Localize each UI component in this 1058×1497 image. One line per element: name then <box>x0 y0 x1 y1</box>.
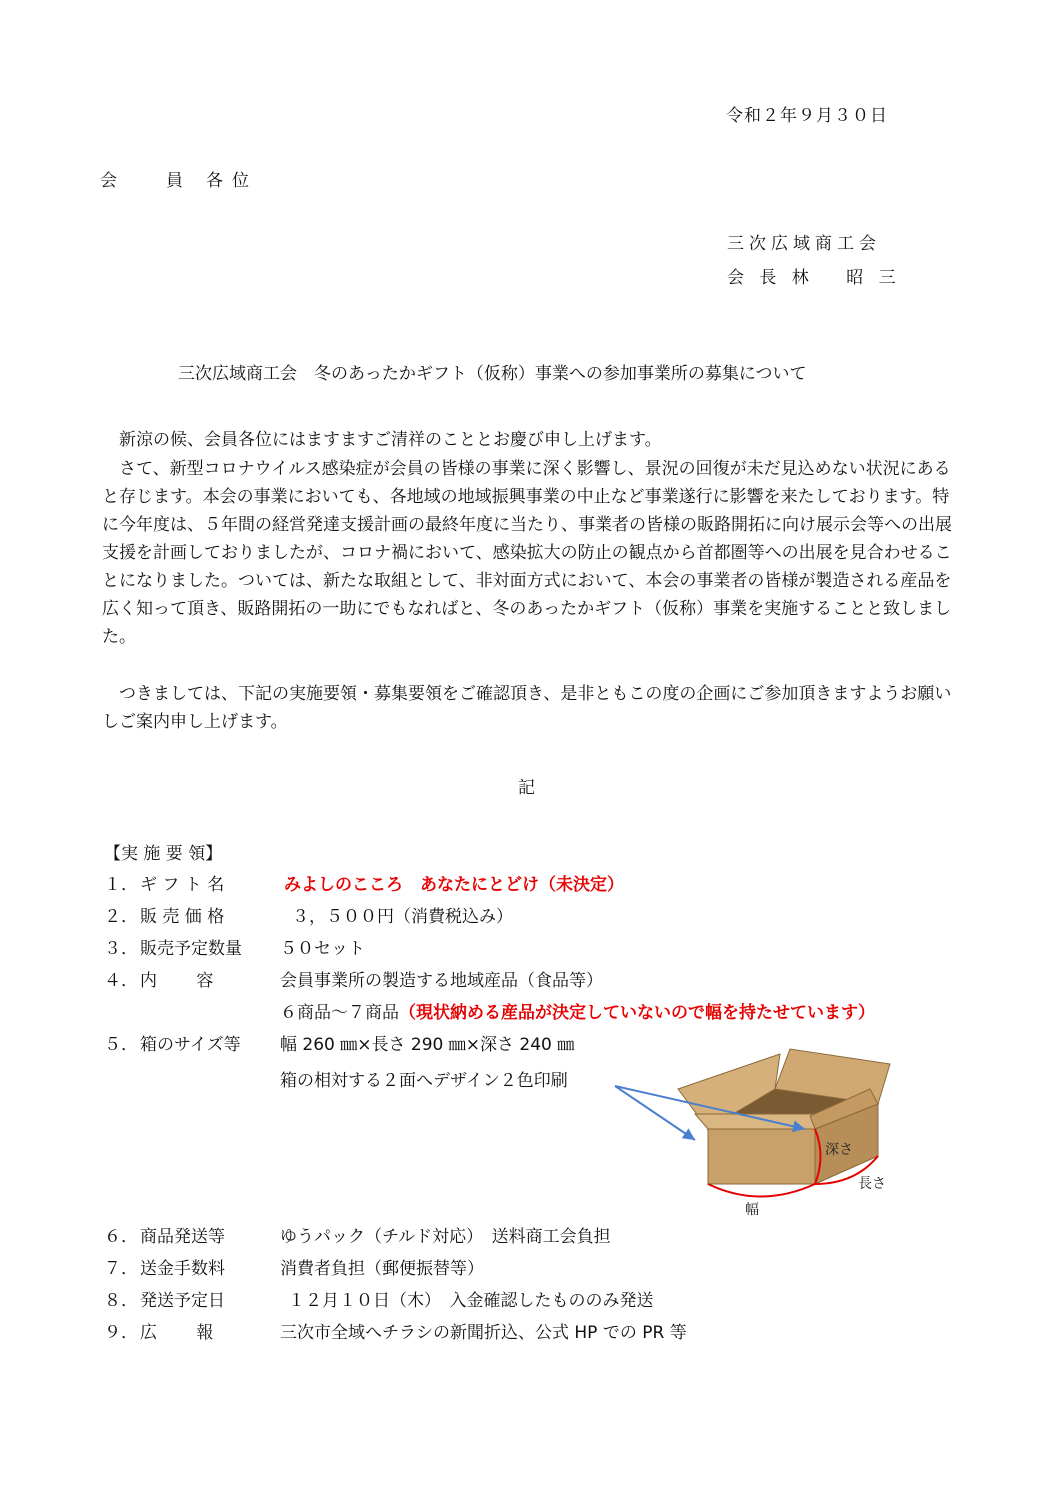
addressee-char: 各 <box>206 171 223 191</box>
ki-heading: 記 <box>518 778 535 798</box>
addressee <box>100 173 249 190</box>
list-item: １． ギ フ ト 名 みよしのこころ あなたにとどけ（未決定） <box>104 875 624 895</box>
list-item: ７． 送金手数料 消費者負担（郵便振替等） <box>104 1259 484 1279</box>
section-title: 【実 施 要 領】 <box>104 844 223 864</box>
list-item: ９． 広 報 三次市全域へチラシの新聞折込、公式 HP での PR 等 <box>104 1323 687 1343</box>
list-item: ６． 商品発送等 ゆうパック（チルド対応） 送料商工会負担 <box>104 1227 611 1247</box>
sender-president: 会 長 林 昭 三 <box>727 268 901 288</box>
box-label-length: 長さ <box>858 1176 886 1192</box>
list-item: ８． 発送予定日 １２月１０日（木） 入金確認したもののみ発送 <box>104 1291 654 1311</box>
addressee-char: 位 <box>232 171 249 191</box>
paragraph-request: つきましては、下記の実施要領・募集要領をご確認頂き、是非ともこの度の企画にご参加頂きますようお願いしご案内申し上げます。 <box>102 684 952 732</box>
list-item: ５． 箱のサイズ等 幅 260 ㎜×長さ 290 ㎜×深さ 240 ㎜ <box>104 1035 575 1055</box>
list-item: ４． 内 容 会員事業所の製造する地域産品（食品等） <box>104 971 603 991</box>
box-illustration <box>600 1034 900 1224</box>
item4-continuation: ６商品～７商品（現状納める産品が決定していないので幅を持たせています） <box>280 1003 875 1023</box>
list-item: ２． 販 売 価 格 ３，５００円（消費税込み） <box>104 907 513 927</box>
addressee-char: 会 <box>100 171 117 191</box>
box-label-width: 幅 <box>745 1202 759 1218</box>
list-item: ３． 販売予定数量 ５０セット <box>104 939 365 959</box>
document-date: 令和２年９月３０日 <box>726 106 888 126</box>
document-title: 三次広域商工会 冬のあったかギフト（仮称）事業への参加事業所の募集について <box>178 364 807 384</box>
box-label-depth: 深さ <box>825 1142 853 1158</box>
paragraph-greeting: 新涼の候、会員各位にはますますご清祥のこととお慶び申し上げます。 <box>102 430 662 450</box>
item5-continuation: 箱の相対する２面へデザイン２色印刷 <box>280 1071 568 1091</box>
addressee-char: 員 <box>166 171 183 191</box>
sender-org: 三次広域商工会 <box>727 234 881 254</box>
paragraph-main: さて、新型コロナウイルス感染症が会員の皆様の事業に深く影響し、景況の回復が未だ見込めない状況にあると存じます。本会の事業においても、各地域の地域振興事業の中止など事業遂行に影響を来たしております。特に今年度は、５年間の経営発達支援計画の最終年度に当たり、事業者の皆様の販路開拓に向け展示会等への出展支援を計画しておりましたが、コロナ禍において、感染拡大の防止の観点から首都圏等への出展を見合わせることになりました。ついては、新たな取組として、非対面方式において、本会の事業者の皆様が製造される産品を広く知って頂き、販路開拓の一助にでもなればと、冬のあったかギフト（仮称）事業を実施することと致しました。 <box>102 459 952 647</box>
